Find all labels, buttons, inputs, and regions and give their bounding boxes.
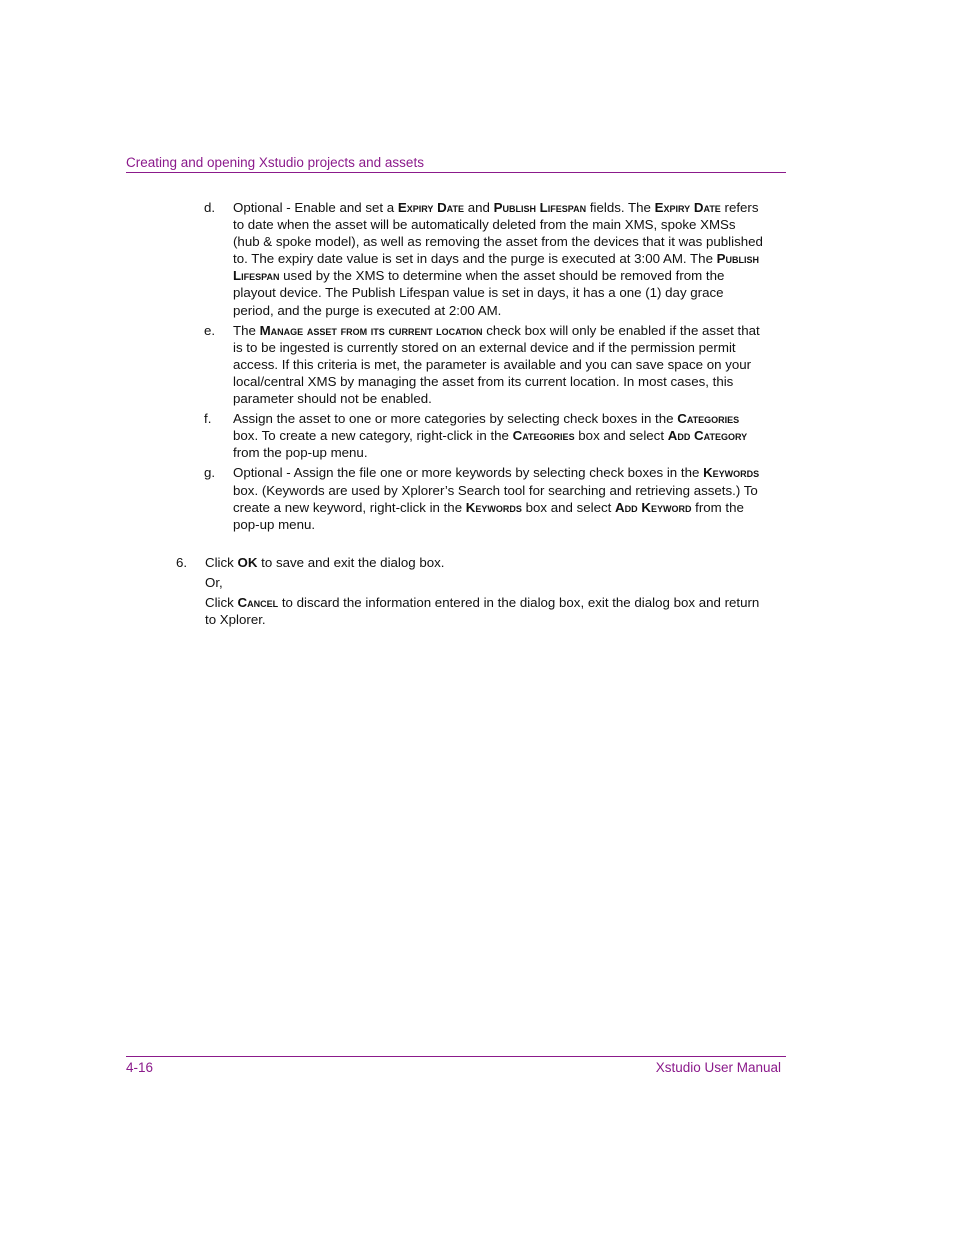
list-marker: g. <box>204 465 216 481</box>
list-marker: f. <box>204 411 212 427</box>
list-item: e. The Manage asset from its current location check box will only be enabled if the asset that is to be ingested is currently stored on an external device and if the permission permit access. If this criteria is met, the parameter is available and you can save space on your local/central XMS by managing the asset from its current location. In most cases, this parameter should not be enabled. <box>204 322 760 407</box>
running-header <box>126 154 786 171</box>
step-number: 6. <box>176 555 188 570</box>
ok-label: OK <box>237 555 258 570</box>
menu-command: Add Keyword <box>615 499 692 515</box>
field-name: Categories <box>512 428 575 444</box>
list-item: d. Optional - Enable and set a Expiry Date and Publish Lifespan fields. The Expiry Date refers to date when the asset will be automatically deleted from the main XMS, spoke XMSs (hub & spoke model), as well as removing the asset from the devices that it was published to. The expiry date value is set in days and the purge is executed at 3:00 AM. The Publish Lifespan used by the XMS to determine when the asset should be removed from the playout device. The Publish Lifespan value is set in days, it has a one (1) day grace period, and the purge is executed at 2:00 AM. <box>204 200 763 318</box>
field-name: Keywords <box>465 499 522 515</box>
page-number: 4-16 <box>126 1060 154 1075</box>
field-name: Manage asset from its current location <box>259 322 483 338</box>
menu-command: Add Category <box>667 428 748 444</box>
header-rule <box>126 172 786 173</box>
list-item: f. Assign the asset to one or more categories by selecting check boxes in the Categories box. To create a new category, right-click in the Categories box and select Add Category from the pop-up menu. <box>204 411 748 461</box>
field-name: Expiry Date <box>397 200 465 215</box>
list-item: g. Optional - Assign the file one or more keywords by selecting check boxes in the Keywords box. (Keywords are used by Xplorer’s Search tool for searching and retrieving assets.) To create a new keyword, right-click in the Keywords box and select Add Keyword from the pop-up menu. <box>204 465 760 532</box>
cancel-label: Cancel <box>237 595 279 611</box>
section-title: Creating and opening Xstudio projects and assets <box>126 155 424 170</box>
step-6 <box>176 554 766 631</box>
or-text: Or, <box>205 575 223 591</box>
sub-step-list <box>204 199 764 536</box>
step-text: Click Cancel to discard the information entered in the dialog box, exit the dialog box and return to Xplorer. <box>205 595 760 628</box>
manual-title: Xstudio User Manual <box>655 1060 781 1075</box>
field-name: Publish Lifespan <box>493 200 587 215</box>
field-name: Expiry Date <box>654 200 721 215</box>
list-marker: d. <box>204 200 216 215</box>
footer-rule <box>126 1056 786 1057</box>
step-row <box>176 554 766 628</box>
field-name: Categories <box>677 411 740 427</box>
list-marker: e. <box>204 322 216 338</box>
field-name: Publish Lifespan <box>233 251 760 284</box>
field-name: Keywords <box>703 465 760 481</box>
step-text: Click OK to save and exit the dialog box. <box>205 555 445 570</box>
